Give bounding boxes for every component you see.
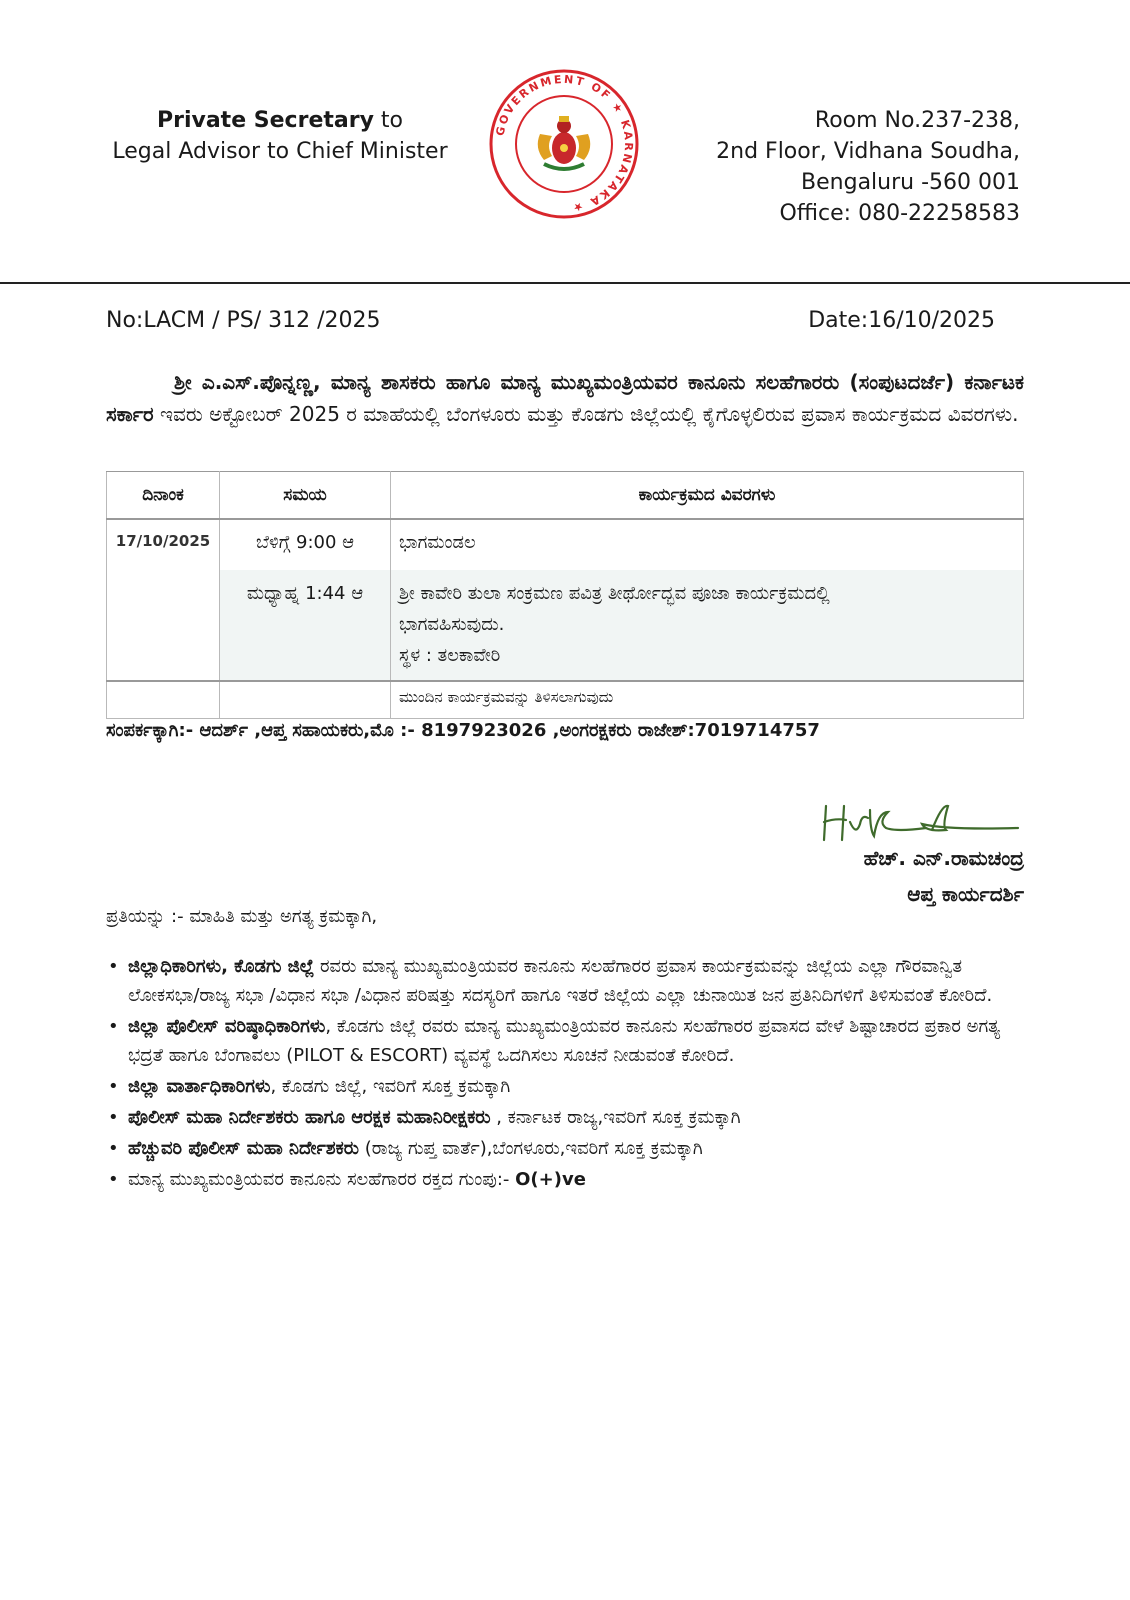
intro-text: ಇವರು ಅಕ್ಟೋಬರ್ 2025 ರ ಮಾಹೆಯಲ್ಲಿ ಬೆಂಗಳೂರು ಮತ್ತು ಕೊಡಗು ಜಿಲ್ಲೆಯಲ್ಲಿ ಕೈಗೊಳ್ಳಲಿರುವ ಪ್ರವಾಸ ಕಾರ್ಯಕ್ರಮದ ವಿವರಗಳು. xyxy=(153,402,1019,426)
row-details: ಮುಂದಿನ ಕಾರ್ಯಕ್ರಮವನ್ನು ತಿಳಿಸಲಾಗುವುದು xyxy=(391,681,1024,719)
row-date xyxy=(107,681,220,719)
office-phone: Office: 080-22258583 xyxy=(779,201,1020,226)
row-time xyxy=(220,681,391,719)
state-emblem-icon xyxy=(538,116,591,169)
table-header-row xyxy=(107,472,1024,520)
contact-line: ಸಂಪರ್ಕಕ್ಕಾಗಿ:- ಆದರ್ಶ್ ,ಆಪ್ತ ಸಹಾಯಕರು,ಮೊ :- 8197923026 ,ಅಂಗರಕ್ಷಕರು ರಾಜೇಶ್:7019714757 xyxy=(106,720,820,741)
recipient-bold: ಜಿಲ್ಲಾಧಿಕಾರಿಗಳು, ಕೊಡಗು ಜಿಲ್ಲೆ xyxy=(128,956,315,977)
details-line: ಶ್ರೀ ಕಾವೇರಿ ತುಲಾ ಸಂಕ್ರಮಣ ಪವಿತ್ರ ತೀರ್ಥೋದ್ಭವ ಪೂಜಾ ಕಾರ್ಯಕ್ರಮದಲ್ಲಿ xyxy=(399,583,830,604)
address-floor: 2nd Floor, Vidhana Soudha, xyxy=(716,139,1020,164)
recipient-bold: ಹೆಚ್ಚುವರಿ ಪೊಲೀಸ್ ಮಹಾ ನಿರ್ದೇಶಕರು xyxy=(128,1138,360,1159)
table-row xyxy=(107,681,1024,719)
details-line: ಭಾಗವಹಿಸುವುದು. xyxy=(399,614,505,635)
copy-to-label: ಪ್ರತಿಯನ್ನು :- ಮಾಹಿತಿ ಮತ್ತು ಅಗತ್ಯ ಕ್ರಮಕ್ಕಾಗಿ, xyxy=(106,906,378,927)
reference-number: No:LACM / PS/ 312 /2025 xyxy=(106,308,381,333)
details-venue: ಸ್ಥಳ : ತಲಕಾವೇರಿ xyxy=(399,645,501,666)
intro-bold: ಶ್ರೀ ಎ.ಎಸ್.ಪೊನ್ನಣ್ಣ, ಮಾನ್ಯ ಶಾಸಕರು ಹಾಗೂ ಮಾನ್ಯ ಮುಖ್ಯಮಂತ್ರಿಯವರ ಕಾನೂನು ಸಲಹೆಗಾರರು (ಸಂಪುಟದರ್ಜೆ) ಕರ್ನಾಟಕ ಸರ್ಕಾರ xyxy=(106,370,1024,426)
list-item xyxy=(106,1165,1024,1194)
blood-group-value: O(+)ve xyxy=(515,1169,586,1190)
recipient-bold: ಜಿಲ್ಲಾ ಪೊಲೀಸ್ ವರಿಷ್ಠಾಧಿಕಾರಿಗಳು xyxy=(128,1016,326,1037)
list-item xyxy=(106,952,1024,1010)
row-details xyxy=(391,570,1024,681)
row-details: ಭಾಗಮಂಡಲ xyxy=(391,519,1024,570)
distribution-list xyxy=(106,952,1024,1196)
signatory-title: ಆಪ್ತ ಕಾರ್ಯದರ್ಶಿ xyxy=(907,882,1024,906)
col-header-time: ಸಮಯ xyxy=(220,472,391,520)
sender-office: Legal Advisor to Chief Minister xyxy=(112,139,448,164)
sender-title-line xyxy=(110,105,450,136)
row-date: 17/10/2025 xyxy=(107,519,220,570)
recipient-text: , ಕರ್ನಾಟಕ ರಾಜ್ಯ,ಇವರಿಗೆ ಸೂಕ್ತ ಕ್ರಮಕ್ಕಾಗಿ xyxy=(490,1107,741,1128)
signatory-name: ಹೆಚ್. ಎನ್.ರಾಮಚಂದ್ರ xyxy=(863,846,1024,870)
list-item xyxy=(106,1012,1024,1070)
recipient-text: (ರಾಜ್ಯ ಗುಪ್ತ ವಾರ್ತೆ),ಬೆಂಗಳೂರು,ಇವರಿಗೆ ಸೂಕ್ತ ಕ್ರಮಕ್ಕಾಗಿ xyxy=(359,1138,703,1159)
handwritten-signature xyxy=(822,800,1022,844)
list-item xyxy=(106,1072,1024,1101)
schedule-table xyxy=(106,471,1024,719)
letter-date: Date:16/10/2025 xyxy=(808,308,995,333)
sender-title-bold: Private Secretary xyxy=(156,108,374,133)
recipient-text: ಮಾನ್ಯ ಮುಖ್ಯಮಂತ್ರಿಯವರ ಕಾನೂನು ಸಲಹೆಗಾರರ ರಕ್ತದ ಗುಂಪು:- xyxy=(128,1169,516,1190)
sender-designation xyxy=(110,105,450,167)
recipient-text: ರವರು ಮಾನ್ಯ ಮುಖ್ಯಮಂತ್ರಿಯವರ ಕಾನೂನು ಸಲಹೆಗಾರರ ಪ್ರವಾಸ ಕಾರ್ಯಕ್ರಮವನ್ನು ಜಿಲ್ಲೆಯ ಎಲ್ಲಾ ಗೌರವಾನ್ವಿತ ಲೋಕಸಭಾ/ರಾಜ್ಯ ಸಭಾ /ವಿಧಾನ ಸಭಾ /ವಿಧಾನ ಪರಿಷತ್ತು ಸದಸ್ಯರಿಗೆ ಹಾಗೂ ಇತರೆ ಜಿಲ್ಲೆಯ ಎಲ್ಲಾ ಚುನಾಯಿತ ಜನ ಪ್ರತಿನಿದಿಗಳಿಗೆ ತಿಳಿಸುವಂತೆ ಕೋರಿದೆ. xyxy=(128,956,993,1006)
row-time: ಬೆಳಿಗ್ಗೆ 9:00 ಆ xyxy=(220,519,391,570)
address-city: Bengaluru -560 001 xyxy=(801,170,1020,195)
recipient-bold: ಪೊಲೀಸ್ ಮಹಾ ನಿರ್ದೇಶಕರು ಹಾಗೂ ಆರಕ್ಷಕ ಮಹಾನಿರೀಕ್ಷಕರು xyxy=(128,1107,491,1128)
col-header-details: ಕಾರ್ಯಕ್ರಮದ ವಿವರಗಳು xyxy=(391,472,1024,520)
recipient-text: , ಕೊಡಗು ಜಿಲ್ಲೆ ರವರು ಮಾನ್ಯ ಮುಖ್ಯಮಂತ್ರಿಯವರ ಕಾನೂನು ಸಲಹೆಗಾರರ ಪ್ರವಾಸದ ವೇಳೆ ಶಿಷ್ಟಾಚಾರದ ಪ್ರಕಾರ ಅಗತ್ಯ ಭದ್ರತೆ ಹಾಗೂ ಬೆಂಗಾವಲು (PILOT & ESCORT) ವ್ಯವಸ್ಥೆ ಒದಗಿಸಲು ಸೂಚನೆ ನೀಡುವಂತೆ ಕೋರಿದೆ. xyxy=(128,1016,1001,1066)
recipient-text: , ಕೊಡಗು ಜಿಲ್ಲೆ, ಇವರಿಗೆ ಸೂಕ್ತ ಕ್ರಮಕ್ಕಾಗಿ xyxy=(270,1076,511,1097)
sender-address xyxy=(680,105,1020,229)
recipient-bold: ಜಿಲ್ಲಾ ವಾರ್ತಾಧಿಕಾರಿಗಳು xyxy=(128,1076,271,1097)
government-seal-logo xyxy=(488,68,640,220)
table-row xyxy=(107,519,1024,570)
header-divider xyxy=(0,282,1130,284)
signatory-block xyxy=(864,840,1024,912)
address-room: Room No.237-238, xyxy=(814,108,1020,133)
intro-paragraph xyxy=(106,366,1024,430)
row-date xyxy=(107,570,220,681)
svg-text:GOVERNMENT OF ★ KARNATAKA ★: GOVERNMENT OF ★ KARNATAKA ★ xyxy=(493,72,636,215)
sender-title-rest: to xyxy=(373,108,404,133)
col-header-date: ದಿನಾಂಕ xyxy=(107,472,220,520)
row-time: ಮಧ್ಯಾಹ್ನ 1:44 ಆ xyxy=(220,570,391,681)
list-item xyxy=(106,1134,1024,1163)
table-row xyxy=(107,570,1024,681)
list-item xyxy=(106,1103,1024,1132)
